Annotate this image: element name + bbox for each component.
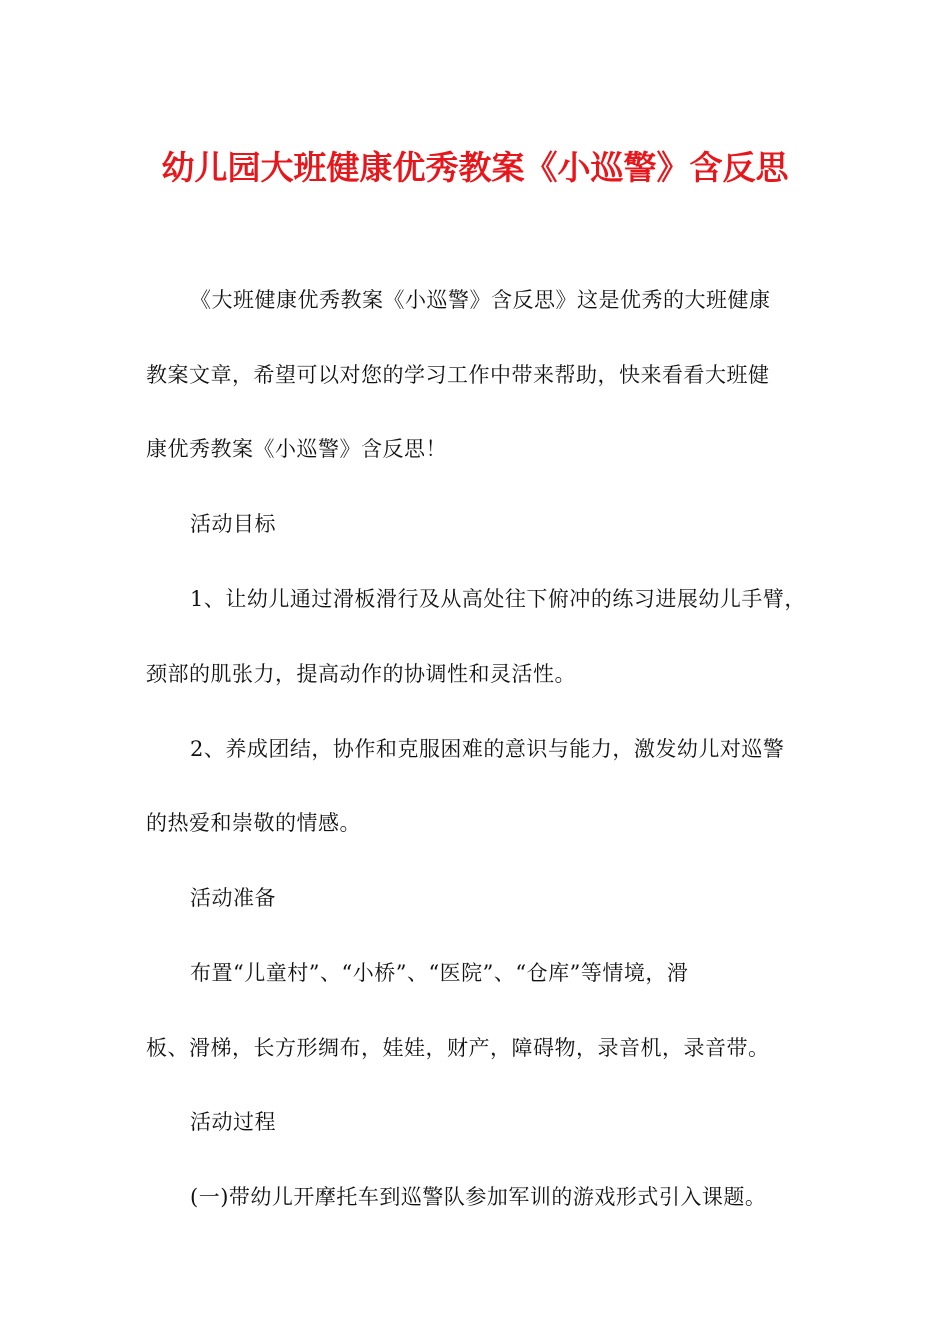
paragraph-line: 教案文章，希望可以对您的学习工作中带来帮助，快来看看大班健 [146,363,770,387]
paragraph-line: 的热爱和崇敬的情感。 [146,811,361,835]
paragraph-line: 板、滑梯，长方形绸布，娃娃，财产，障碍物，录音机，录音带。 [146,1036,770,1060]
paragraph-line: 颈部的肌张力，提高动作的协调性和灵活性。 [146,662,576,686]
paragraph-line: (一)带幼儿开摩托车到巡警队参加军训的游戏形式引入课题。 [190,1185,767,1209]
paragraph-line: 1、让幼儿通过滑板滑行及从高处往下俯冲的练习进展幼儿手臂， [190,587,806,611]
paragraph-line: 《大班健康优秀教案《小巡警》含反思》这是优秀的大班健康 [190,288,771,312]
section-heading: 活动目标 [190,512,276,536]
paragraph-line: 2、养成团结，协作和克服困难的意识与能力，激发幼儿对巡警 [190,737,785,761]
section-heading: 活动准备 [190,886,276,910]
paragraph-line: 康优秀教案《小巡警》含反思！ [146,437,447,461]
section-heading: 活动过程 [190,1110,276,1134]
paragraph-line: 布置“儿童村”、“小桥”、“医院”、“仓库”等情境，滑 [190,961,689,985]
document-title: 幼儿园大班健康优秀教案《小巡警》含反思 [161,148,789,187]
